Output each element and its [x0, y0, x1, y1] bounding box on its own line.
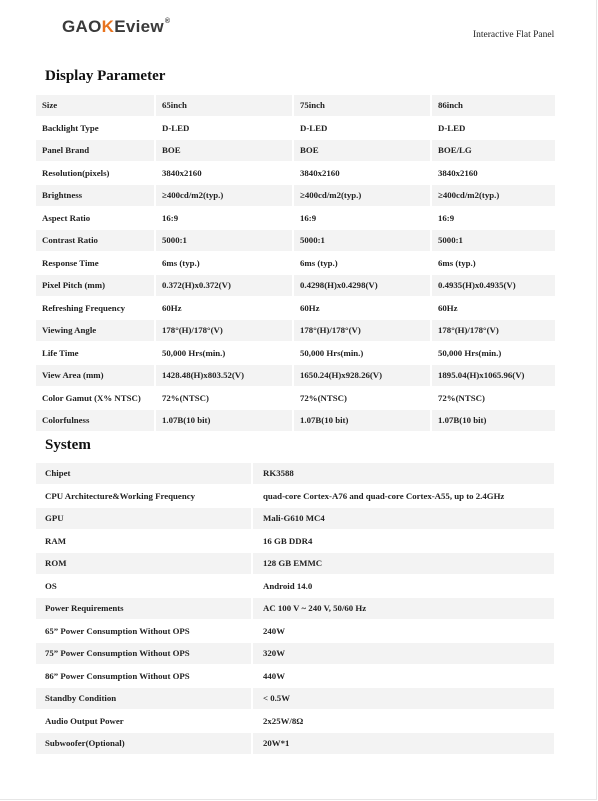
spec-label: Audio Output Power	[36, 711, 253, 732]
param-value-65: 5000:1	[156, 230, 294, 251]
param-value-86: BOE/LG	[432, 140, 555, 161]
spec-value: 20W*1	[253, 733, 554, 754]
spec-label: ROM	[36, 553, 253, 574]
param-label: Refreshing Frequency	[36, 298, 156, 319]
param-value-86: 0.4935(H)x0.4935(V)	[432, 275, 555, 296]
param-value-75: 178°(H)/178°(V)	[294, 320, 432, 341]
param-value-75: 6ms (typ.)	[294, 253, 432, 274]
param-value-75: 3840x2160	[294, 163, 432, 184]
system-spec-table	[36, 461, 554, 756]
table-row	[36, 208, 555, 229]
param-label: Contrast Ratio	[36, 230, 156, 251]
spec-label: GPU	[36, 508, 253, 529]
spec-value: 440W	[263, 670, 285, 681]
param-label: Colorfulness	[36, 410, 156, 431]
param-value-65: 60Hz	[156, 298, 294, 319]
display-section-title: Display Parameter	[45, 68, 166, 84]
spec-label: Subwoofer(Optional)	[36, 733, 253, 754]
table-row	[36, 531, 554, 552]
param-value-75: 1.07B(10 bit)	[294, 410, 432, 431]
param-value-65: 3840x2160	[156, 163, 294, 184]
param-value-75: BOE	[294, 140, 432, 161]
table-row	[36, 140, 555, 161]
logo-highlight: K	[101, 17, 115, 36]
table-row	[36, 733, 554, 754]
param-value-65: ≥400cd/m2(typ.)	[156, 185, 294, 206]
param-label: Color Gamut (X% NTSC)	[36, 388, 156, 409]
param-value-75: 16:9	[294, 208, 432, 229]
spec-label: Standby Condition	[36, 688, 253, 709]
system-section-title: System	[45, 437, 91, 453]
table-row	[36, 463, 554, 484]
param-value-86: 60Hz	[438, 302, 458, 313]
table-row	[36, 486, 554, 507]
registered-mark: ®	[164, 18, 171, 25]
table-row	[36, 621, 554, 642]
param-value-86: 5000:1	[432, 230, 555, 251]
param-label: Size	[36, 95, 156, 116]
spec-value: 2x25W/8Ω	[263, 715, 304, 726]
param-value-86: 50,000 Hrs(min.)	[438, 347, 502, 358]
param-value-86: D-LED	[438, 122, 466, 133]
param-value-86: 3840x2160	[438, 167, 478, 178]
logo-prefix: GAO	[62, 17, 102, 36]
param-label: Pixel Pitch (mm)	[36, 275, 156, 296]
spec-label: 65” Power Consumption Without OPS	[36, 621, 253, 642]
table-row	[36, 230, 555, 251]
param-value-65: 178°(H)/178°(V)	[156, 320, 294, 341]
table-row	[36, 711, 554, 732]
param-value-65: 50,000 Hrs(min.)	[156, 343, 294, 364]
param-value-65: 1428.48(H)x803.52(V)	[156, 365, 294, 386]
param-value-75: ≥400cd/m2(typ.)	[294, 185, 432, 206]
display-parameter-table	[36, 93, 555, 433]
param-value-86: 6ms (typ.)	[438, 257, 476, 268]
spec-label: Power Requirements	[36, 598, 253, 619]
spec-label: OS	[36, 576, 253, 597]
table-row	[36, 95, 555, 116]
param-value-65: 6ms (typ.)	[156, 253, 294, 274]
spec-value: quad-core Cortex-A76 and quad-core Cortex-A55, up to 2.4GHz	[263, 490, 505, 501]
table-row	[36, 275, 555, 296]
param-value-65: 65inch	[156, 95, 294, 116]
param-label: Viewing Angle	[36, 320, 156, 341]
document-type: Interactive Flat Panel	[473, 30, 555, 40]
table-row	[36, 410, 555, 431]
param-value-75: 50,000 Hrs(min.)	[294, 343, 432, 364]
param-label: Brightness	[36, 185, 156, 206]
spec-label: CPU Architecture&Working Frequency	[36, 486, 253, 507]
param-label: Aspect Ratio	[36, 208, 156, 229]
param-value-86: 16:9	[438, 212, 455, 223]
spec-label: 75” Power Consumption Without OPS	[36, 643, 253, 664]
param-value-86: ≥400cd/m2(typ.)	[432, 185, 555, 206]
param-value-86: 178°(H)/178°(V)	[432, 320, 555, 341]
param-value-86: 1.07B(10 bit)	[432, 410, 555, 431]
table-row	[36, 343, 555, 364]
spec-value: RK3588	[253, 463, 554, 484]
table-row	[36, 576, 554, 597]
spec-label: Chipet	[36, 463, 253, 484]
spec-value: 128 GB EMMC	[253, 553, 554, 574]
brand-logo	[62, 17, 170, 37]
param-value-75: 0.4298(H)x0.4298(V)	[294, 275, 432, 296]
table-row	[36, 388, 555, 409]
param-value-75: 60Hz	[294, 298, 432, 319]
logo-suffix: Eview	[114, 17, 164, 36]
table-row	[36, 163, 555, 184]
param-label: Backlight Type	[36, 118, 156, 139]
param-value-75: 5000:1	[294, 230, 432, 251]
table-row	[36, 320, 555, 341]
table-row	[36, 253, 555, 274]
param-label: View Area (mm)	[36, 365, 156, 386]
param-label: Resolution(pixels)	[36, 163, 156, 184]
spec-value: < 0.5W	[253, 688, 554, 709]
spec-label: 86” Power Consumption Without OPS	[36, 666, 253, 687]
spec-value: 320W	[253, 643, 554, 664]
param-value-86: 1895.04(H)x1065.96(V)	[432, 365, 555, 386]
param-value-65: D-LED	[156, 118, 294, 139]
param-value-65: 72%(NTSC)	[156, 388, 294, 409]
table-row	[36, 508, 554, 529]
table-row	[36, 666, 554, 687]
table-row	[36, 298, 555, 319]
spec-value: AC 100 V ~ 240 V, 50/60 Hz	[253, 598, 554, 619]
spec-value: Android 14.0	[263, 580, 313, 591]
spec-value: 240W	[263, 625, 285, 636]
param-value-65: 16:9	[156, 208, 294, 229]
param-value-65: 1.07B(10 bit)	[156, 410, 294, 431]
table-row	[36, 185, 555, 206]
param-value-86: 72%(NTSC)	[438, 392, 485, 403]
param-value-75: 72%(NTSC)	[294, 388, 432, 409]
table-row	[36, 688, 554, 709]
param-value-65: 0.372(H)x0.372(V)	[156, 275, 294, 296]
param-value-75: 75inch	[294, 95, 432, 116]
spec-value: Mali-G610 MC4	[253, 508, 554, 529]
spec-label: RAM	[36, 531, 253, 552]
spec-value: 16 GB DDR4	[263, 535, 313, 546]
param-value-75: D-LED	[294, 118, 432, 139]
table-row	[36, 118, 555, 139]
param-label: Response Time	[36, 253, 156, 274]
table-row	[36, 643, 554, 664]
table-row	[36, 598, 554, 619]
param-value-86: 86inch	[432, 95, 555, 116]
param-label: Panel Brand	[36, 140, 156, 161]
param-value-65: BOE	[156, 140, 294, 161]
table-row	[36, 553, 554, 574]
table-row	[36, 365, 555, 386]
param-value-75: 1650.24(H)x928.26(V)	[294, 365, 432, 386]
param-label: Life Time	[36, 343, 156, 364]
